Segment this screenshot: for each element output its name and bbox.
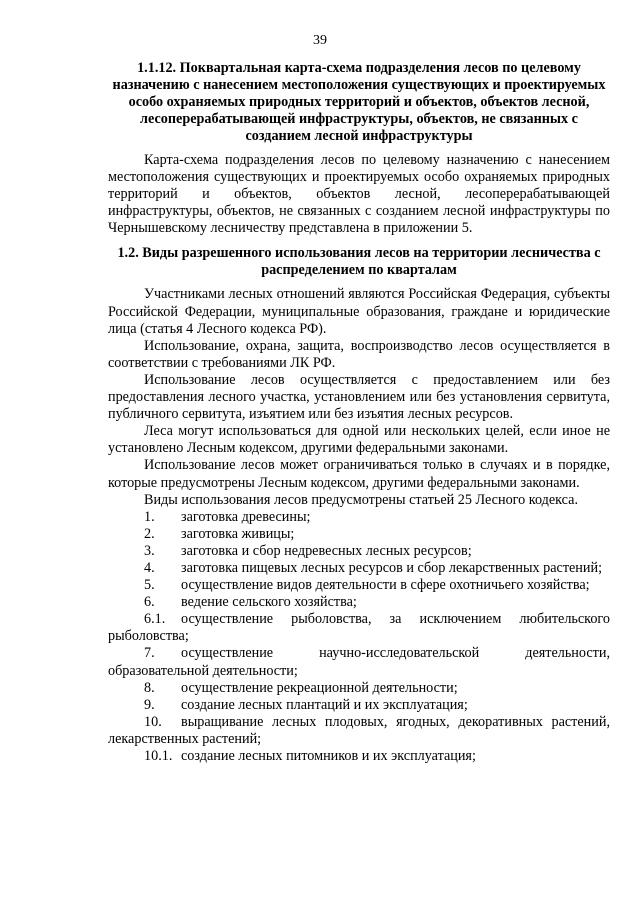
list-item xyxy=(108,560,610,577)
list-item xyxy=(108,697,610,714)
paragraph: Виды использования лесов предусмотрены статьей 25 Лесного кодекса. xyxy=(144,491,578,508)
document-body xyxy=(108,60,610,765)
page-number: 39 xyxy=(313,33,327,48)
list-item-number: 5. xyxy=(144,577,155,594)
list-item xyxy=(108,645,610,679)
paragraph: Карта-схема подразделения лесов по целевому назначению с нанесением местоположения существующих и проектируемых особо охраняемых природных территорий и объектов, объектов лесной, лесоперерабатывающей инфраструктуры, объектов, не связанных с созданием лесной инфраструктуры по Чернышевскому лесничеству представлена в приложении 5. xyxy=(108,152,610,237)
list-item xyxy=(108,748,610,765)
list-item xyxy=(108,680,610,697)
list-item-number: 2. xyxy=(144,525,155,542)
list-item-text: создание лесных плантаций и их эксплуатация; xyxy=(181,696,468,713)
paragraph: Участниками лесных отношений являются Российская Федерация, субъекты Российской Федерации, муниципальные образования, граждане и юридические лица (статья 4 Лесного кодекса РФ). xyxy=(108,286,610,337)
list-item-text: выращивание лесных плодовых, ягодных, декоративных растений, лекарственных растений; xyxy=(108,713,610,747)
paragraph: Леса могут использоваться для одной или нескольких целей, если иное не установлено Лесным кодексом, другими федеральными законами. xyxy=(108,423,610,457)
list-item xyxy=(108,611,610,645)
list-item-text: заготовка живицы; xyxy=(181,525,295,542)
list-item xyxy=(108,543,610,560)
paragraph: Использование лесов может ограничиваться только в случаях и в порядке, которые предусмотрены Лесным кодексом, другими федеральными законами. xyxy=(108,457,610,491)
list-item xyxy=(108,714,610,748)
list-item xyxy=(108,594,610,611)
list-item xyxy=(108,509,610,526)
list-item-number: 8. xyxy=(144,679,155,696)
list-item-text: осуществление научно-исследовательской деятельности, образовательной деятельности; xyxy=(108,645,610,679)
list-item-text: заготовка древесины; xyxy=(181,508,311,525)
list-item-text: заготовка пищевых лесных ресурсов и сбор лекарственных растений; xyxy=(181,559,603,576)
list-item-text: осуществление видов деятельности в сфере охотничьего хозяйства; xyxy=(181,577,590,594)
list-item-text: осуществление рыболовства, за исключением любительского рыболовства; xyxy=(108,611,610,645)
section-heading-1-1-12: 1.1.12. Поквартальная карта-схема подразделения лесов по целевому назначению с нанесением местоположения существующих и проектируемых особо охраняемых природных территорий и объектов, объектов лесной, лесоперерабатывающей инфраструктуры, объектов, не связанных с созданием лесной инфраструктуры xyxy=(112,60,606,144)
list-item xyxy=(108,526,610,543)
list-item xyxy=(108,577,610,594)
list-item-text: заготовка и сбор недревесных лесных ресурсов; xyxy=(181,542,472,559)
section-heading-1-2: 1.2. Виды разрешенного использования лесов на территории лесничества с распределением по кварталам xyxy=(117,245,601,279)
list-item-number: 6. xyxy=(144,594,155,611)
paragraph: Использование лесов осуществляется с предоставлением или без предоставления лесного участка, установлением или без установления сервитута, публичного сервитута, изъятием или без изъятия лесных ресурсов. xyxy=(108,371,610,423)
forest-use-types-list xyxy=(108,509,610,765)
list-item-number: 4. xyxy=(144,559,155,576)
list-item-number: 1. xyxy=(144,508,155,525)
list-item-number: 6.1. xyxy=(144,611,166,628)
list-item-text: создание лесных питомников и их эксплуатация; xyxy=(181,748,476,764)
paragraph: Использование, охрана, защита, воспроизводство лесов осуществляется в соответствии с требованиями ЛК РФ. xyxy=(108,337,610,371)
list-item-number: 7. xyxy=(144,645,155,662)
list-item-number: 3. xyxy=(144,542,155,559)
list-item-number: 9. xyxy=(144,696,155,713)
list-item-number: 10. xyxy=(144,713,162,730)
list-item-text: ведение сельского хозяйства; xyxy=(181,594,357,611)
list-item-text: осуществление рекреационной деятельности; xyxy=(181,679,458,696)
list-item-number: 10.1. xyxy=(144,748,173,764)
